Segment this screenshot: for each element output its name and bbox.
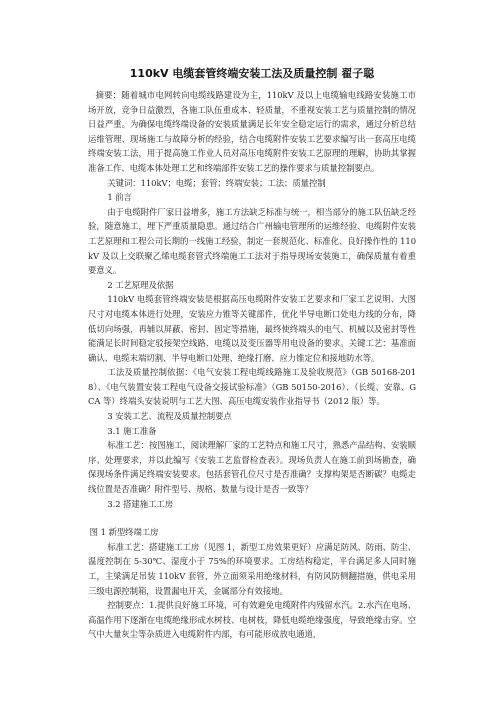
section-1-heading: 1 前言 [107, 192, 132, 203]
section-2-heading: 2 工艺原理及依据 [107, 279, 174, 290]
section-3-heading: 3 安装工艺、流程及质量控制要点 [107, 411, 232, 422]
section-3-2-paragraph: 标准工艺：搭建施工工房（见图 1，新型工房效果更好）应满足防风、防雨、防尘、温度控制在 5-30℃、湿度小于 75%的环境要求。工房结构稳定，平台满足多人同时施工，主梁满足吊装 110kV 套管，外立面须采用绝缘材料，有防风防侧翻措施，供电采用三级电源控制箱，设置漏电开关，金属部分有效接地。 [88, 541, 416, 596]
section-2-paragraph: 110kV 电缆套管终端安装是根据高压电缆附件安装工艺要求和厂家工艺说明、大图尺寸对电缆本体进行处理，安装应力锥等关键部件，优化半导电断口处电力线的分布，降低切向场强，再辅以屏蔽、密封、固定等措施，最终使终端头的电气、机械以及密封等性能满足长时间稳定驳接架空线路、电缆以及变压器等用电设备的要求。关键工艺：基准面确认、电缆末端切割、半导电断口处理、绝缘打磨、应力锥定位和接地防水等。 [88, 294, 416, 363]
abstract-paragraph: 摘要：随着城市电网转向电缆线路建设为主，110kV 及以上电缆输电线路安装施工市场开放，竞争日益激烈，各施工队伍重成本、轻质量，不重视安装工艺与质量控制的情况日益严重。为确保电缆终端设备的安装质量满足长年安全稳定运行的需求，通过分析总结运维管理、现场施工与故障分析的经验，结合电缆附件安装工艺要求编写出一套高压电缆终端安装工法，用于提高施工作业人员对高压电缆附件安装工艺原理的理解，协助其掌握准备工作、电缆本体处理工艺和终端部件安装工艺的操作要求与质量控制要点。 [88, 90, 416, 173]
section-3-1-paragraph: 标准工艺：按图施工，阅读理解厂家的工艺特点和施工尺寸，熟悉产品结构、安装顺序、处理要求，并以此编写《安装工艺监督检查表》。现场负责人在施工前到场勘查，确保现场条件满足终端安装要求。包括套管孔位尺寸是否准确？支撑构架是否断碳？电缆走线位置是否准确？附件型号、规格、数量与设计是否一致等？ [88, 440, 416, 495]
section-3-2-control-paragraph: 控制要点：1.提供良好施工环境，可有效避免电缆附件内残留水汽。2.水汽在电场、高温作用下逐渐在电缆绝缘形成水树枝、电树枝，降低电缆绝缘强度，导致绝缘击穿。空气中大量灰尘等杂质进入电缆附件内部，有可能形成放电通道， [88, 600, 416, 640]
section-3-1-heading: 3.1 施工准备 [107, 425, 157, 436]
document-body [88, 88, 416, 642]
document-title: 110kV 电缆套管终端安装工法及质量控制 翟子聪 [129, 67, 375, 80]
section-3-2-heading: 3.2 搭建施工工房 [107, 498, 174, 509]
section-2-basis-paragraph: 工法及质量控制依据：《电气安装工程电缆线路施工及验收规范》（GB 50168-2018）、《电气装置安装工程电气设备交接试验标准》（GB 50150-2016）、（长缆、安靠、GCA 等）终端头安装说明与工艺大图、高压电缆安装作业指导书（2012 版）等。 [88, 367, 416, 407]
section-1-paragraph: 由于电缆附件厂家日益增多，施工方法缺乏标准与统一，相当部分的施工队伍缺乏经验，随意施工，埋下严重质量隐患。通过结合广州输电管理所的运维经验、电缆附件安装工艺原理和工程公司长期的一线施工经验，制定一套规范化、标准化、良好操作性的 110kV 及以上交联聚乙烯电缆套管式终端施工工法对于指导现场安装施工，确保质量有着重要意义。 [88, 206, 416, 276]
figure-1-caption: 图 1 新型终端工房 [89, 527, 159, 538]
keywords-line: 关键词：110kV；电缆；套管；终端安装；工法；质量控制 [107, 177, 326, 188]
